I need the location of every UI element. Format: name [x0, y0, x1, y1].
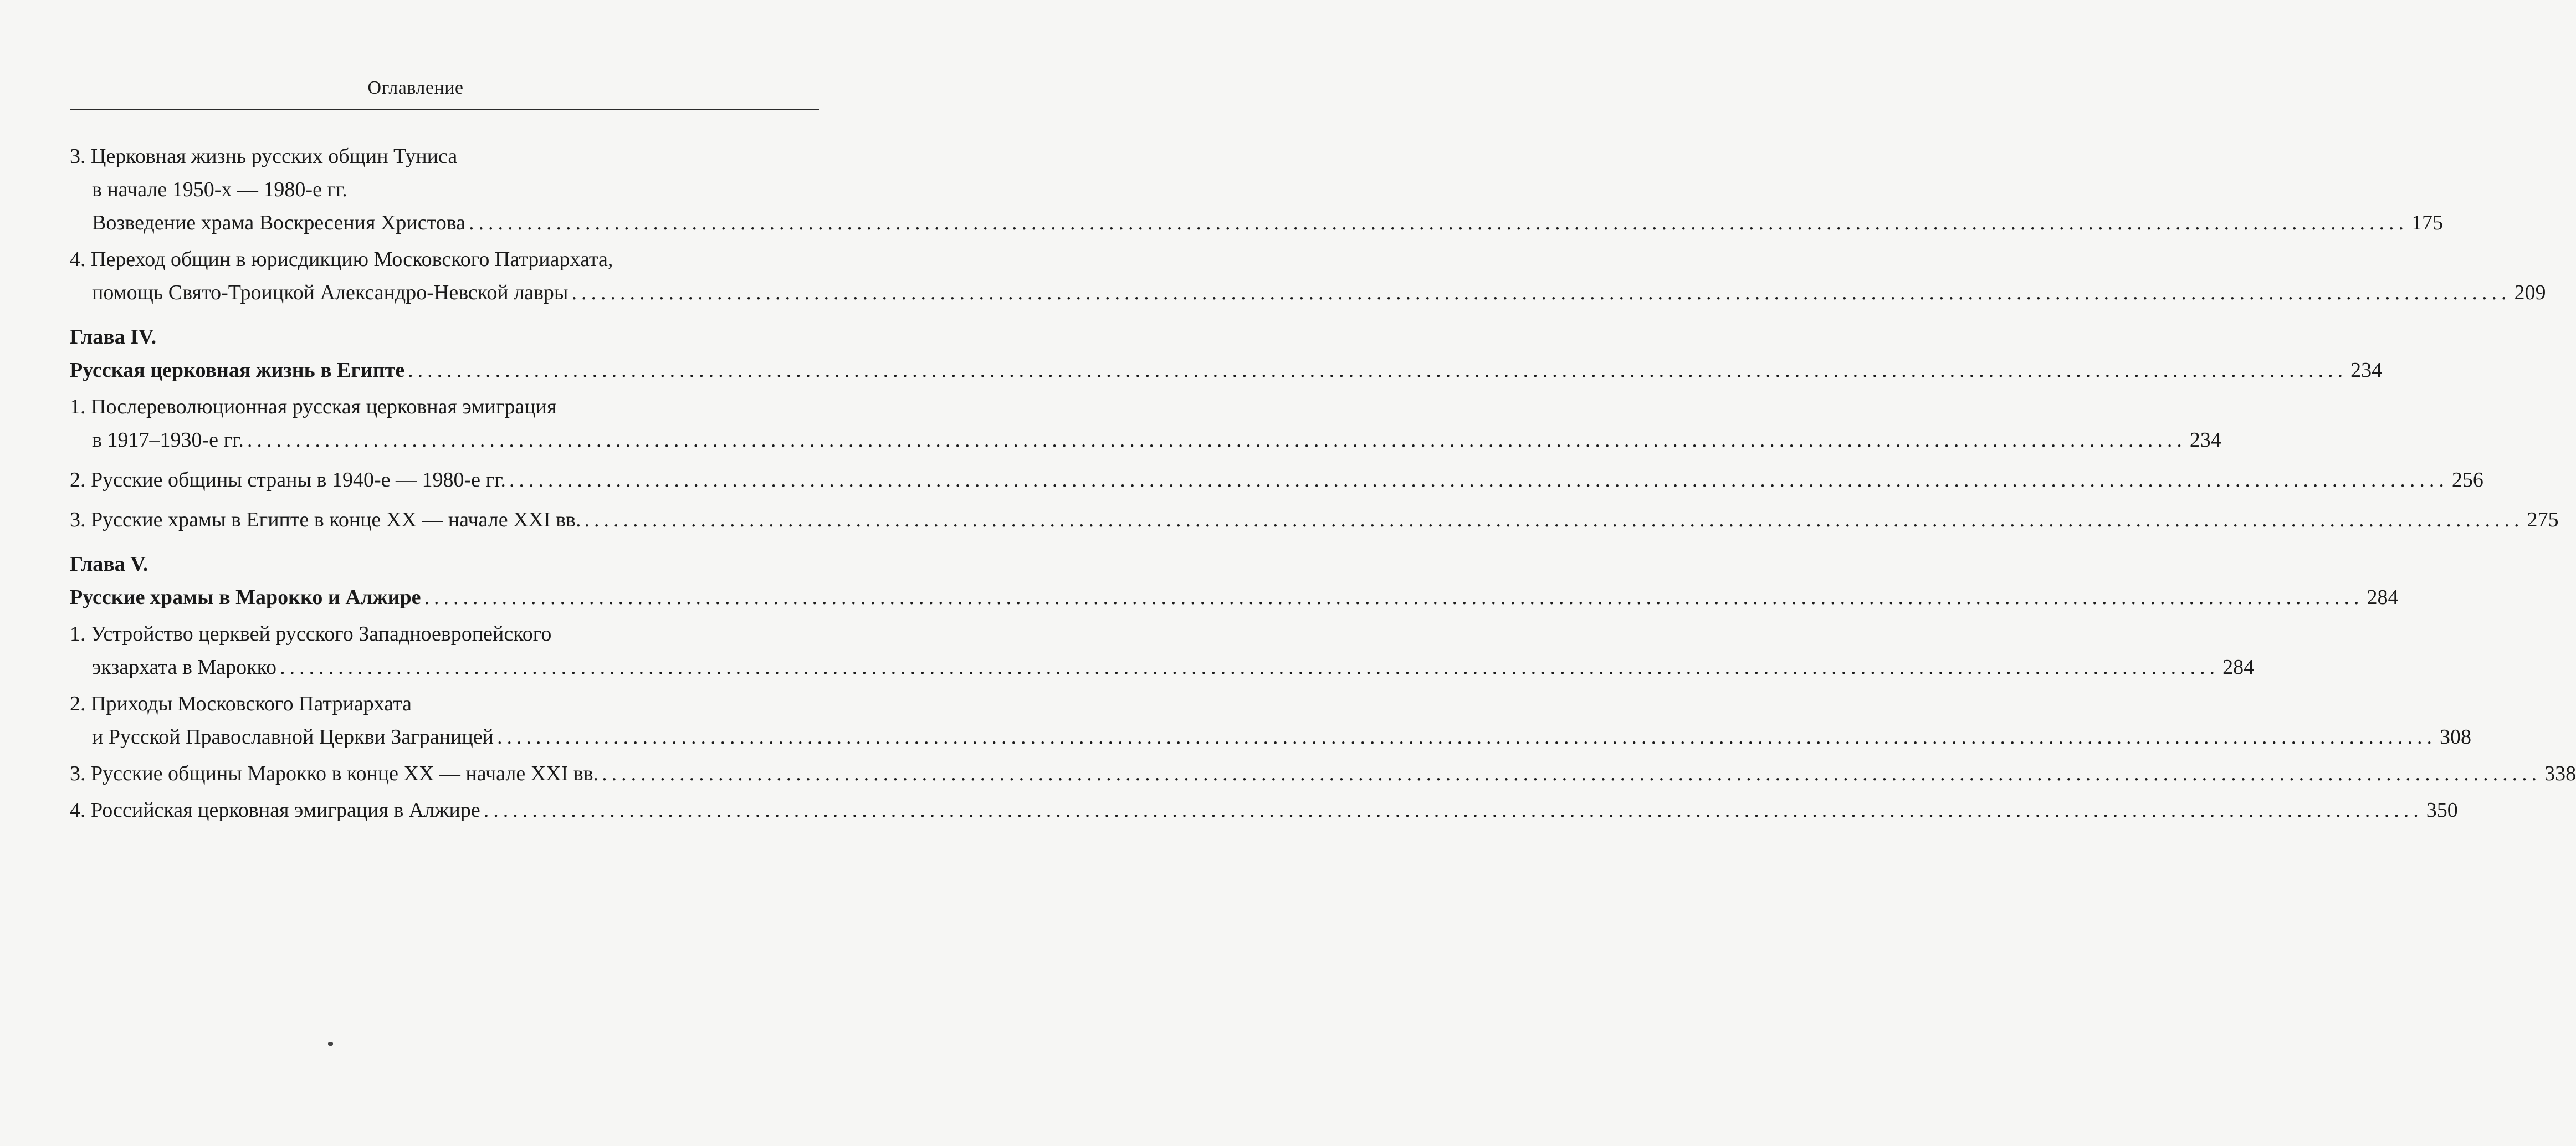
- toc-entry: [70, 794, 2458, 827]
- page-number: 234: [2189, 428, 2221, 452]
- page-number: 275: [2527, 508, 2559, 531]
- spacer: [70, 457, 816, 463]
- toc-entry-text: Возведение храма Воскресения Христова: [92, 211, 466, 234]
- toc-entry: [70, 757, 2576, 790]
- toc-entry: [70, 651, 2255, 684]
- dot-leader: ........................................................................................................................................................................................................: [509, 468, 2449, 492]
- dot-leader: ........................................................................................................................................................................................................: [424, 586, 2364, 609]
- chapter-label: [70, 548, 816, 581]
- dot-leader: ........................................................................................................................................................................................................: [571, 281, 2511, 304]
- spacer: [70, 309, 816, 320]
- toc-entry: [70, 687, 816, 720]
- dot-leader: ........................................................................................................................................................................................................: [469, 211, 2409, 234]
- toc-entry-text: 2. Приходы Московского Патриархата: [70, 692, 412, 715]
- page-number: 284: [2367, 586, 2399, 609]
- dot-leader: ........................................................................................................................................................................................................: [584, 508, 2524, 531]
- toc-entry-text: 2. Русские общины страны в 1940-е — 1980-е гг.: [70, 468, 506, 492]
- page-number: 284: [2222, 656, 2255, 679]
- spacer: [70, 536, 816, 548]
- toc-entry-text: Русские храмы в Марокко и Алжире: [70, 586, 421, 609]
- page-number: 209: [2514, 281, 2546, 304]
- toc-entry-text: 3. Русские храмы в Египте в конце XX — начале XXI вв.: [70, 508, 581, 531]
- toc-entry: [70, 243, 816, 276]
- page-number: 256: [2451, 468, 2483, 492]
- toc-entry-text: 3. Русские общины Марокко в конце XX — начале XXI вв.: [70, 762, 599, 785]
- toc-entry-text: экзархата в Марокко: [92, 656, 277, 679]
- toc-entry-text: Русская церковная жизнь в Египте: [70, 359, 405, 382]
- page-number: 234: [2350, 359, 2383, 382]
- dot-leader: ........................................................................................................................................................................................................: [602, 762, 2542, 785]
- toc-entry-text: Глава IV.: [70, 325, 157, 349]
- toc-entry: [70, 390, 816, 423]
- spacer: [70, 497, 816, 503]
- dot-leader: ........................................................................................................................................................................................................: [280, 656, 2220, 679]
- dot-leader: ........................................................................................................................................................................................................: [496, 725, 2436, 749]
- toc-entry-text: и Русской Православной Церкви Заграницей: [92, 725, 494, 749]
- toc-entry-text: 4. Российская церковная эмиграция в Алжире: [70, 799, 480, 822]
- toc-entry: [70, 720, 2471, 754]
- page-number: 350: [2426, 799, 2458, 822]
- toc-entry: [70, 503, 2559, 536]
- toc-entry: [70, 276, 2546, 309]
- toc-entry: [70, 463, 2483, 497]
- page-number: 338: [2544, 762, 2576, 785]
- running-head: Оглавление: [367, 78, 464, 98]
- toc-entry-text: 1. Послереволюционная русская церковная эмиграция: [70, 395, 557, 418]
- dot-leader: ........................................................................................................................................................................................................: [408, 359, 2348, 382]
- toc-entry-text: 3. Церковная жизнь русских общин Туниса: [70, 145, 458, 168]
- toc-entry: [70, 173, 816, 206]
- page-number: 308: [2439, 725, 2471, 749]
- toc-entry-text: 4. Переход общин в юрисдикцию Московского Патриархата,: [70, 248, 613, 271]
- toc-entry-text: Глава V.: [70, 552, 148, 576]
- dot-leader: ........................................................................................................................................................................................................: [483, 799, 2423, 822]
- chapter-title-entry: [70, 354, 2383, 387]
- toc-entry: [70, 140, 816, 173]
- dot-leader: ........................................................................................................................................................................................................: [247, 428, 2186, 452]
- toc-entry-text: 1. Устройство церквей русского Западноевропейского: [70, 622, 552, 646]
- toc-entry: [70, 206, 2444, 239]
- toc-entry: [70, 617, 816, 651]
- table-of-contents: [70, 140, 2576, 827]
- header-rule: [70, 109, 819, 110]
- toc-entry-text: помощь Свято-Троицкой Александро-Невской лавры: [92, 281, 569, 304]
- toc-entry: [70, 423, 2221, 457]
- chapter-label: [70, 320, 816, 354]
- toc-entry-text: в 1917–1930-е гг.: [92, 428, 244, 452]
- page-number: 175: [2411, 211, 2444, 234]
- print-speck: [328, 1042, 333, 1046]
- chapter-title-entry: [70, 581, 2399, 614]
- toc-entry-text: в начале 1950-х — 1980-е гг.: [92, 178, 347, 201]
